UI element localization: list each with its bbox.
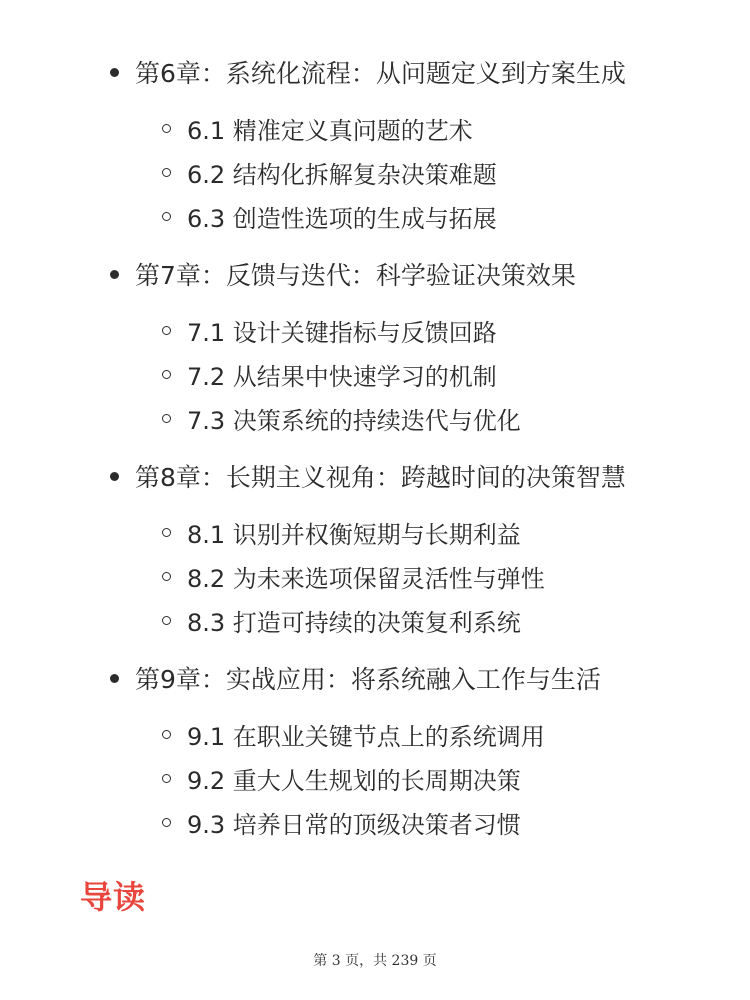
bullet-disc-icon <box>110 674 119 683</box>
bullet-circle-icon <box>162 326 171 335</box>
section-title: 7.3 决策系统的持续迭代与优化 <box>187 406 521 435</box>
toc-chapter-8 <box>0 454 750 656</box>
table-of-contents <box>0 50 750 858</box>
bullet-disc-icon <box>110 270 119 279</box>
bullet-disc-icon <box>110 472 119 481</box>
chapter-item <box>110 252 576 296</box>
bullet-circle-icon <box>162 572 171 581</box>
bullet-circle-icon <box>162 528 171 537</box>
bullet-circle-icon <box>162 774 171 783</box>
chapter-title: 第7章：反馈与迭代：科学验证决策效果 <box>135 261 576 290</box>
section-item <box>162 802 521 842</box>
bullet-circle-icon <box>162 414 171 423</box>
section-item <box>162 714 545 754</box>
section-title: 8.1 识别并权衡短期与长期利益 <box>187 520 521 549</box>
section-title: 9.1 在职业关键节点上的系统调用 <box>187 722 545 751</box>
section-title: 6.3 创造性选项的生成与拓展 <box>187 204 497 233</box>
section-heading: 导读 <box>80 878 147 916</box>
section-item <box>162 310 497 350</box>
bullet-circle-icon <box>162 818 171 827</box>
bullet-disc-icon <box>110 68 119 77</box>
bullet-circle-icon <box>162 370 171 379</box>
chapter-title: 第6章：系统化流程：从问题定义到方案生成 <box>135 59 626 88</box>
toc-chapter-9 <box>0 656 750 858</box>
bullet-circle-icon <box>162 212 171 221</box>
section-title: 9.2 重大人生规划的长周期决策 <box>187 766 521 795</box>
section-item <box>162 758 521 798</box>
section-item <box>162 600 521 640</box>
section-item <box>162 354 497 394</box>
section-item <box>162 398 521 438</box>
section-title: 6.1 精准定义真问题的艺术 <box>187 116 473 145</box>
bullet-circle-icon <box>162 616 171 625</box>
section-title: 7.1 设计关键指标与反馈回路 <box>187 318 497 347</box>
section-item <box>162 152 497 192</box>
chapter-title: 第8章：长期主义视角：跨越时间的决策智慧 <box>135 463 626 492</box>
page-number-footer: 第 3 页，共 239 页 <box>313 953 437 969</box>
chapter-item <box>110 50 626 94</box>
section-item <box>162 556 545 596</box>
toc-chapter-7 <box>0 252 750 454</box>
section-title: 7.2 从结果中快速学习的机制 <box>187 362 497 391</box>
section-item <box>162 512 521 552</box>
chapter-item <box>110 656 601 700</box>
toc-chapter-6 <box>0 50 750 252</box>
section-item <box>162 108 473 148</box>
section-item <box>162 196 497 236</box>
section-title: 9.3 培养日常的顶级决策者习惯 <box>187 810 521 839</box>
chapter-title: 第9章：实战应用：将系统融入工作与生活 <box>135 665 601 694</box>
bullet-circle-icon <box>162 124 171 133</box>
section-title: 8.2 为未来选项保留灵活性与弹性 <box>187 564 545 593</box>
bullet-circle-icon <box>162 168 171 177</box>
chapter-item <box>110 454 626 498</box>
section-title: 6.2 结构化拆解复杂决策难题 <box>187 160 497 189</box>
bullet-circle-icon <box>162 730 171 739</box>
section-title: 8.3 打造可持续的决策复利系统 <box>187 608 521 637</box>
